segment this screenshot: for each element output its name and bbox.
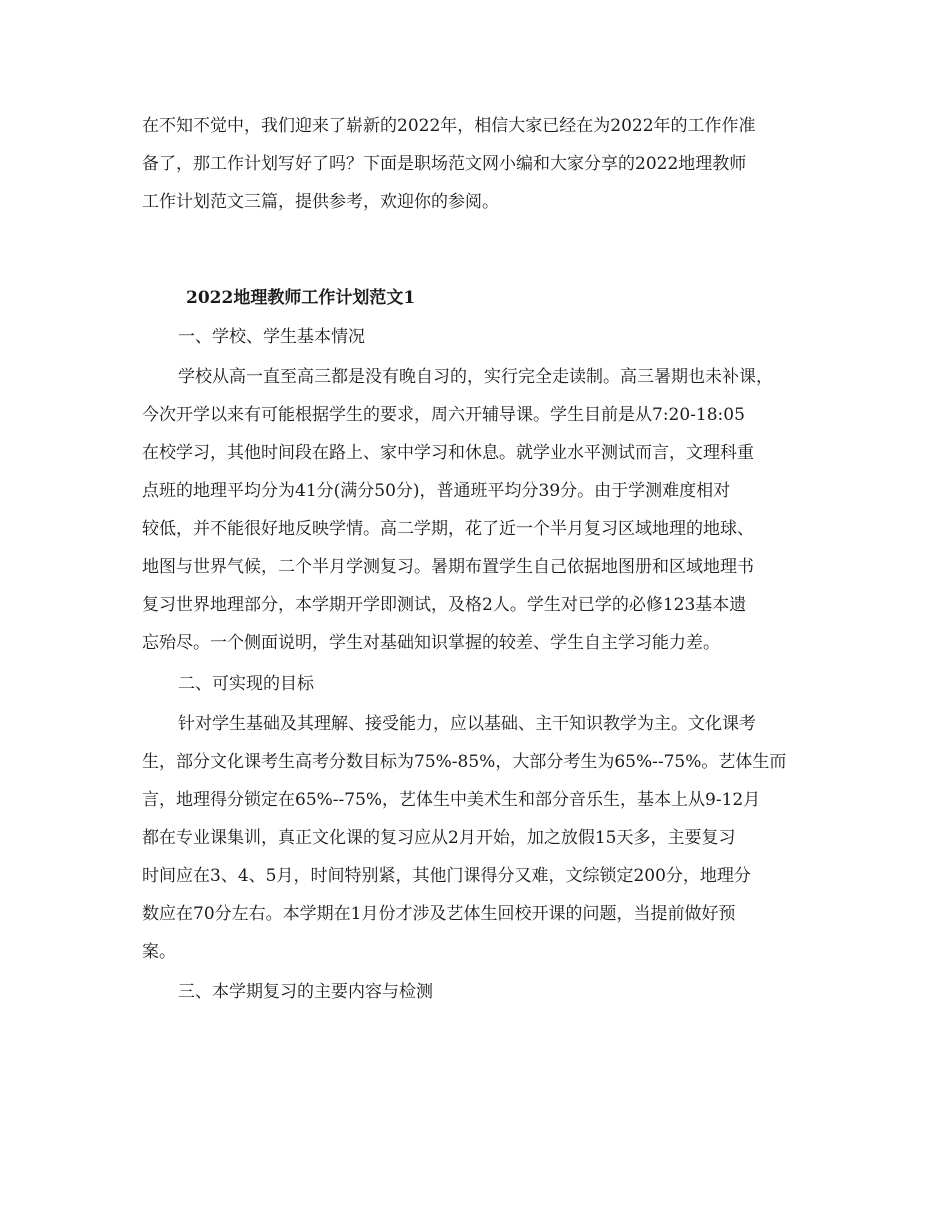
section-2-paragraph-line: 言，地理得分锁定在65%--75%，艺体生中美术生和部分音乐生，基本上从9-12月 xyxy=(142,790,761,810)
intro-line-3: 工作计划范文三篇，提供参考，欢迎你的参阅。 xyxy=(142,192,499,212)
section-2-paragraph-line: 数应在70分左右。本学期在1月份才涉及艺体生回校开课的问题，当提前做好预 xyxy=(142,904,736,924)
section-2-paragraph-line: 针对学生基础及其理解、接受能力，应以基础、主干知识教学为主。文化课考 xyxy=(178,714,756,734)
section-1-paragraph-line: 今次开学以来有可能根据学生的要求，周六开辅导课。学生目前是从7:20-18:05 xyxy=(142,405,745,425)
intro-line-2: 备了，那工作计划写好了吗？下面是职场范文网小编和大家分享的2022地理教师 xyxy=(142,154,747,174)
section-1-paragraph-line: 复习世界地理部分，本学期开学即测试，及格2人。学生对已学的必修123基本遗 xyxy=(142,595,747,615)
section-1-paragraph-line: 点班的地理平均分为41分(满分50分)，普通班平均分39分。由于学测难度相对 xyxy=(142,481,731,501)
section-2-paragraph-line: 都在专业课集训，真正文化课的复习应从2月开始，加之放假15天多，主要复习 xyxy=(142,828,736,848)
document-title: 2022地理教师工作计划范文1 xyxy=(186,288,416,308)
section-1-paragraph-line: 忘殆尽。一个侧面说明，学生对基础知识掌握的较差、学生自主学习能力差。 xyxy=(142,633,720,653)
section-1-paragraph-line: 地图与世界气候，二个半月学测复习。暑期布置学生自己依据地图册和区域地理书 xyxy=(142,557,754,577)
section-1-paragraph-line: 在校学习，其他时间段在路上、家中学习和休息。就学业水平测试而言，文理科重 xyxy=(142,443,754,463)
section-3-heading: 三、本学期复习的主要内容与检测 xyxy=(178,982,433,1002)
section-2-heading: 二、可实现的目标 xyxy=(178,674,314,694)
section-2-paragraph-line: 生，部分文化课考生高考分数目标为75%-85%，大部分考生为65%--75%。艺体生而 xyxy=(142,752,787,772)
section-1-paragraph-line: 学校从高一直至高三都是没有晚自习的，实行完全走读制。高三暑期也未补课， xyxy=(178,367,773,387)
intro-line-1: 在不知不觉中，我们迎来了崭新的2022年，相信大家已经在为2022年的工作作准 xyxy=(142,116,756,136)
section-2-paragraph-line: 时间应在3、4、5月，时间特别紧，其他门课得分又难，文综锁定200分，地理分 xyxy=(142,866,751,886)
section-1-paragraph-line: 较低，并不能很好地反映学情。高二学期，花了近一个半月复习区域地理的地球、 xyxy=(142,519,754,539)
section-1-heading: 一、学校、学生基本情况 xyxy=(178,327,365,347)
section-2-paragraph-line: 案。 xyxy=(142,942,176,962)
